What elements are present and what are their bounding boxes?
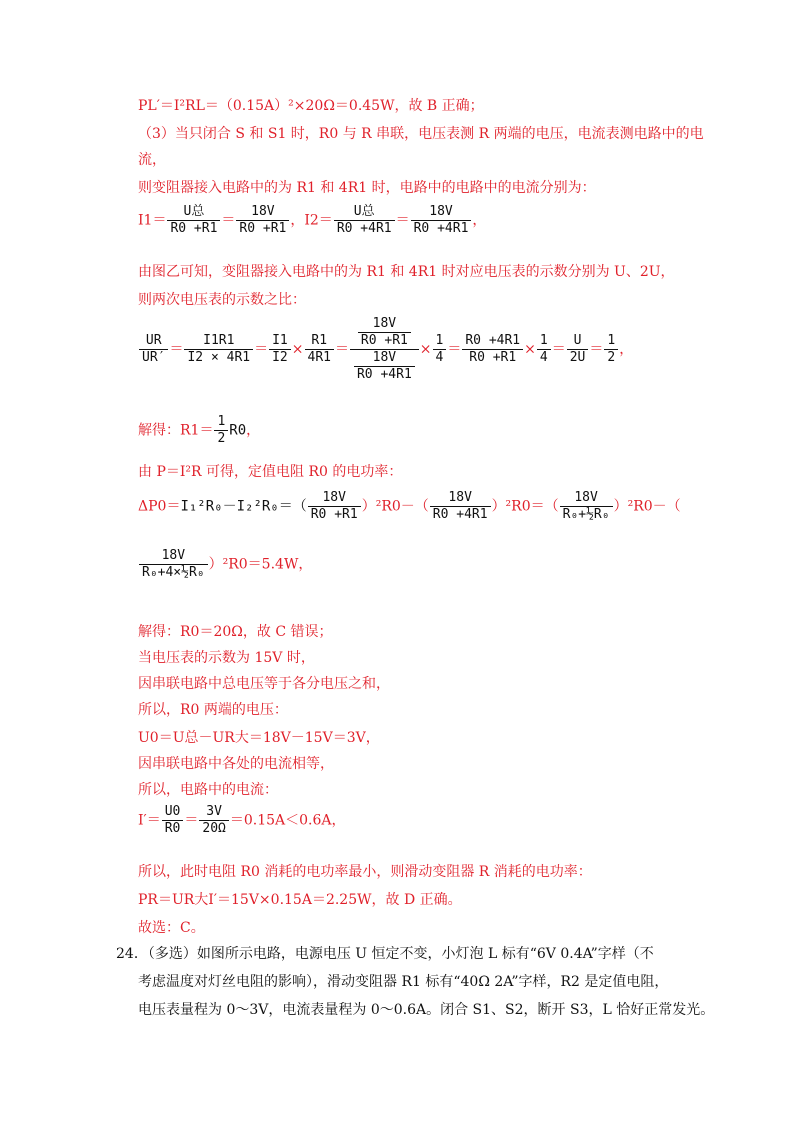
question-24-line1: 24．（多选）如图所示电路，电源电压 U 恒定不变，小灯泡 L 标有“6V 0.4A”字样（不 [116, 946, 654, 962]
line-r1-solution: 解得：R1＝ $\frac{1}{2}$ R0， [138, 414, 261, 446]
line-currents-intro: 则变阻器接入电路中的为 R1 和 4R1 时，电路中的电路中的电流分别为： [138, 180, 596, 196]
i1-label: I1＝ [138, 212, 167, 229]
question-24-line2: 考虑温度对灯丝电阻的影响），滑动变阻器 R1 标有“40Ω 2A”字样，R2 是定值电阻， [138, 974, 669, 990]
formula-i-prime: I′＝ $\frac{U0}{R0}$ ＝ $\frac{3V}{20\Omega}$ ＝0.15A＜0.6A， [138, 804, 346, 836]
line-min-power: 所以，此时电阻 R0 消耗的电功率最小，则滑动变阻器 R 消耗的电功率： [138, 864, 592, 880]
line-answer: 故选：C。 [138, 920, 205, 936]
line-r0-voltage-intro: 所以，R0 两端的电压： [138, 702, 288, 718]
frac-compound: $\frac{\frac{18V}{R0 +R1}}{\frac{18V}{R0 +4R1}}$ [350, 316, 419, 383]
frac-u-r0r1: $\frac{\text{U总}}{R0 +R1}$ [167, 204, 220, 237]
line-series-current: 因串联电路中各处的电流相等， [138, 756, 334, 772]
i2-label: ，I2＝ [290, 212, 333, 229]
line-power-intro: 由 P＝I²R 可得，定值电阻 R0 的电功率： [138, 464, 403, 480]
line-u0: U0＝U总－UR大＝18V－15V＝3V， [138, 730, 380, 746]
line-pr: PR＝UR大I′＝15V×0.15A＝2.25W，故 D 正确。 [138, 892, 462, 908]
frac-u-r04r1: $\frac{\text{U总}}{R0 +4R1}$ [334, 204, 395, 237]
line-case3: （3）当只闭合 S 和 S1 时，R0 与 R 串联，电压表测 R 两端的电压，电流表测电路中的电 [138, 126, 704, 142]
line-graph-reading: 由图乙可知，变阻器接入电路中的为 R1 和 4R1 时对应电压表的示数分别为 U、2U， [138, 264, 675, 280]
line-case3-cont: 流， [138, 152, 166, 168]
line-current-intro: 所以，电路中的电流： [138, 782, 278, 798]
formula-delta-p0-cont: $\frac{18V}{\text{R₀+4×½R₀}}$ ）²R0＝5.4W， [138, 548, 312, 581]
formula-voltage-ratio: $\frac{UR}{UR'}$ ＝ $\frac{I1R1}{I2 \times 4R1}$ ＝ $\frac{I1}{I2}$ × $\frac{R1}{4R1}$ ＝ $\frac{\frac{18V}{R0 +R1}}{\frac{18V}{R0 +4R1}}$ × $\frac{1}{4}$ ＝ $\frac{R0 +4R1}{R0 +R1}$ × $\frac{1}{4}$ ＝ $\frac{U}{2U}$ ＝ $\frac{1}{2}$ ， [138, 316, 633, 383]
frac-18v-r04r1: $\frac{18V}{R0 +4R1}$ [411, 204, 472, 237]
question-24-line3: 电压表量程为 0～3V，电流表量程为 0～0.6A。闭合 S1、S2，断开 S3，L 恰好正常发光。 [138, 1002, 715, 1018]
line-r0-solution: 解得：R0＝20Ω，故 C 错误； [138, 624, 333, 640]
line-15v: 当电压表的示数为 15V 时， [138, 650, 315, 666]
line-pl-power: PL′＝I²RL＝（0.15A）²×20Ω＝0.45W，故 B 正确； [138, 98, 484, 114]
formula-delta-p0: ΔP0＝I₁²R₀－I₂²R₀＝（ $\frac{18V}{R0 +R1}$ ）²R0－（ $\frac{18V}{R0 +4R1}$ ）²R0＝（ $\frac{18V}{\text{R₀+½R₀}}$ ）²R0－（ [138, 490, 681, 522]
line-ratio-intro: 则两次电压表的示数之比： [138, 292, 306, 308]
line-series-voltage: 因串联电路中总电压等于各分电压之和， [138, 676, 390, 692]
frac-18v-r0r1: $\frac{18V}{R0 +R1}$ [236, 204, 289, 237]
formula-currents: I1＝ $\frac{\text{U总}}{R0 +R1}$ ＝ $\frac{18V}{R0 +R1}$ ，I2＝ $\frac{\text{U总}}{R0 +4R1}$ ＝ $\frac{18V}{R0 +4R1}$ ， [138, 204, 487, 236]
